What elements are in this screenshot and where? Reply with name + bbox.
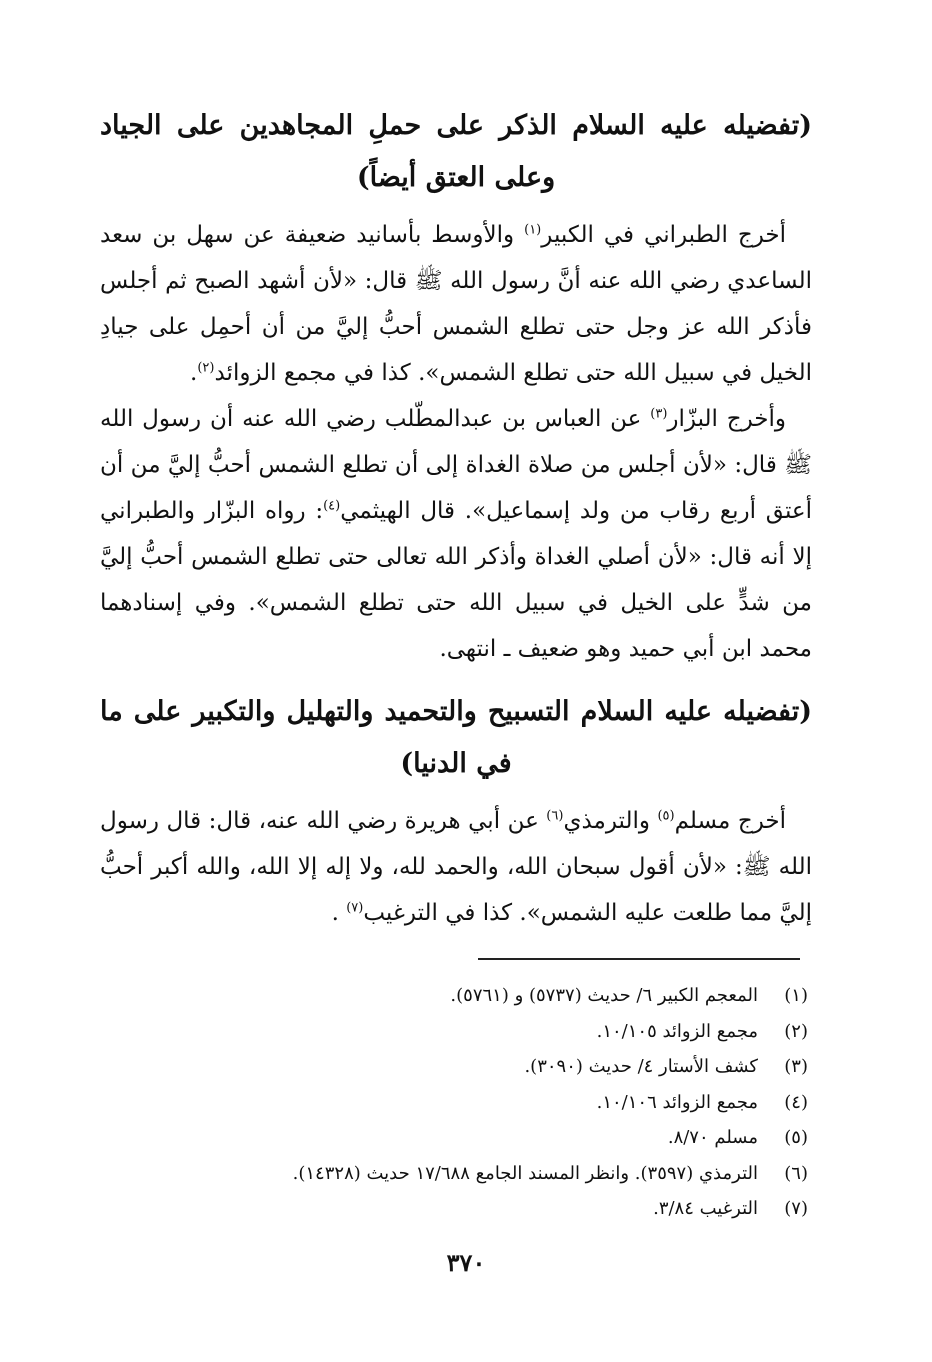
footnote-divider: [478, 958, 800, 960]
footnote-number: (٢): [784, 1020, 808, 1042]
footnote-item: [120, 1191, 808, 1227]
footnote-number: (١): [784, 985, 808, 1006]
footnote-item: [120, 1049, 808, 1085]
page-body: [100, 100, 812, 936]
footnote-item: [120, 1014, 808, 1050]
footnote-text: كشف الأستار ٤/ حديث (٣٠٩٠).: [524, 1056, 758, 1077]
footnote-ref-4[interactable]: (٤): [323, 498, 341, 514]
paragraph-tabarani: أخرج الطبراني في الكبير$^{(١)}$ والأوسط بأسانيد ضعيفة عن سهل بن سعد الساعدي رضي الله عنه أنَّ رسول الله ﷺ قال: «لأن أشهد الصبح ثم أجلس فأذكر الله عز وجل حتى تطلع الشمس أحبُّ إليَّ من أن أحمِل على جيادِ الخيل في سبيل الله حتى تطلع الشمس». كذا في مجمع الزوائد$^{(٢)}$.: [100, 222, 812, 386]
section-heading-dhikr-horses: (تفضيله عليه السلام الذكر على حملِ المجاهدين على الجياد وعلى العتق أيضاً): [100, 110, 812, 193]
footnote-ref-3[interactable]: (٣): [650, 406, 668, 422]
footnote-ref-5[interactable]: (٥): [657, 808, 675, 824]
footnote-text: مجمع الزوائد ١٠/١٠٦.: [596, 1091, 758, 1113]
footnote-number: (٧): [784, 1198, 808, 1219]
footnote-text: مسلم ٨/٧٠.: [667, 1127, 758, 1148]
footnote-number: (٤): [784, 1091, 808, 1113]
footnote-ref-6[interactable]: (٦): [546, 808, 564, 824]
footnote-text: الترمذي (٣٥٩٧). وانظر المسند الجامع ١٧/٦٨٨ حديث (١٤٣٢٨).: [292, 1162, 758, 1184]
footnote-text: المعجم الكبير ٦/ حديث (٥٧٣٧) و (٥٧٦١).: [450, 985, 758, 1006]
footnote-number: (٥): [784, 1127, 808, 1148]
footnote-number: (٦): [784, 1162, 808, 1184]
footnote-item: [120, 978, 808, 1014]
footnote-ref-7[interactable]: (٧): [346, 900, 364, 916]
footnote-number: (٣): [784, 1056, 808, 1077]
page-number: ٣٧٠: [446, 1248, 486, 1277]
paragraph-muslim: أخرج مسلم$^{(٥)}$ والترمذي$^{(٦)}$ عن أبي هريرة رضي الله عنه، قال: قال رسول الله ﷺ: «لأن أقول سبحان الله، والحمد لله، ولا إله إلا الله، والله أكبر أحبُّ إليَّ مما طلعت عليه الشمس». كذا في الترغيب$^{(٧)}$ .: [100, 808, 812, 926]
footnote-item: [120, 1156, 808, 1192]
paragraph-bazzar: وأخرج البزّار$^{(٣)}$ عن العباس بن عبدالمطّلب رضي الله عنه أن رسول الله ﷺ قال: «لأن أجلس من صلاة الغداة إلى أن تطلع الشمس أحبُّ إليَّ من أن أعتق أربع رقاب من ولد إسماعيل». قال الهيثمي$^{(٤)}$: رواه البزّار والطبراني إلا أنه قال: «لأن أصلي الغداة وأذكر الله تعالى حتى تطلع الشمس أحبُّ إليَّ من شدٍّ على الخيل في سبيل الله حتى تطلع الشمس». وفي إسنادهما محمد ابن أبي حميد وهو ضعيف ـ انتهى.: [100, 406, 812, 662]
footnote-item: [120, 1085, 808, 1121]
footnote-item: [120, 1120, 808, 1156]
section-heading-tasbih: (تفضيله عليه السلام التسبيح والتحميد والتهليل والتكبير على ما في الدنيا): [100, 696, 812, 779]
footnotes-list: [120, 978, 808, 1227]
footnote-ref-1[interactable]: (١): [524, 222, 542, 238]
footnote-ref-2[interactable]: (٢): [197, 360, 215, 376]
footnote-text: مجمع الزوائد ١٠/١٠٥.: [596, 1020, 758, 1042]
footnote-text: الترغيب ٣/٨٤.: [653, 1198, 758, 1219]
